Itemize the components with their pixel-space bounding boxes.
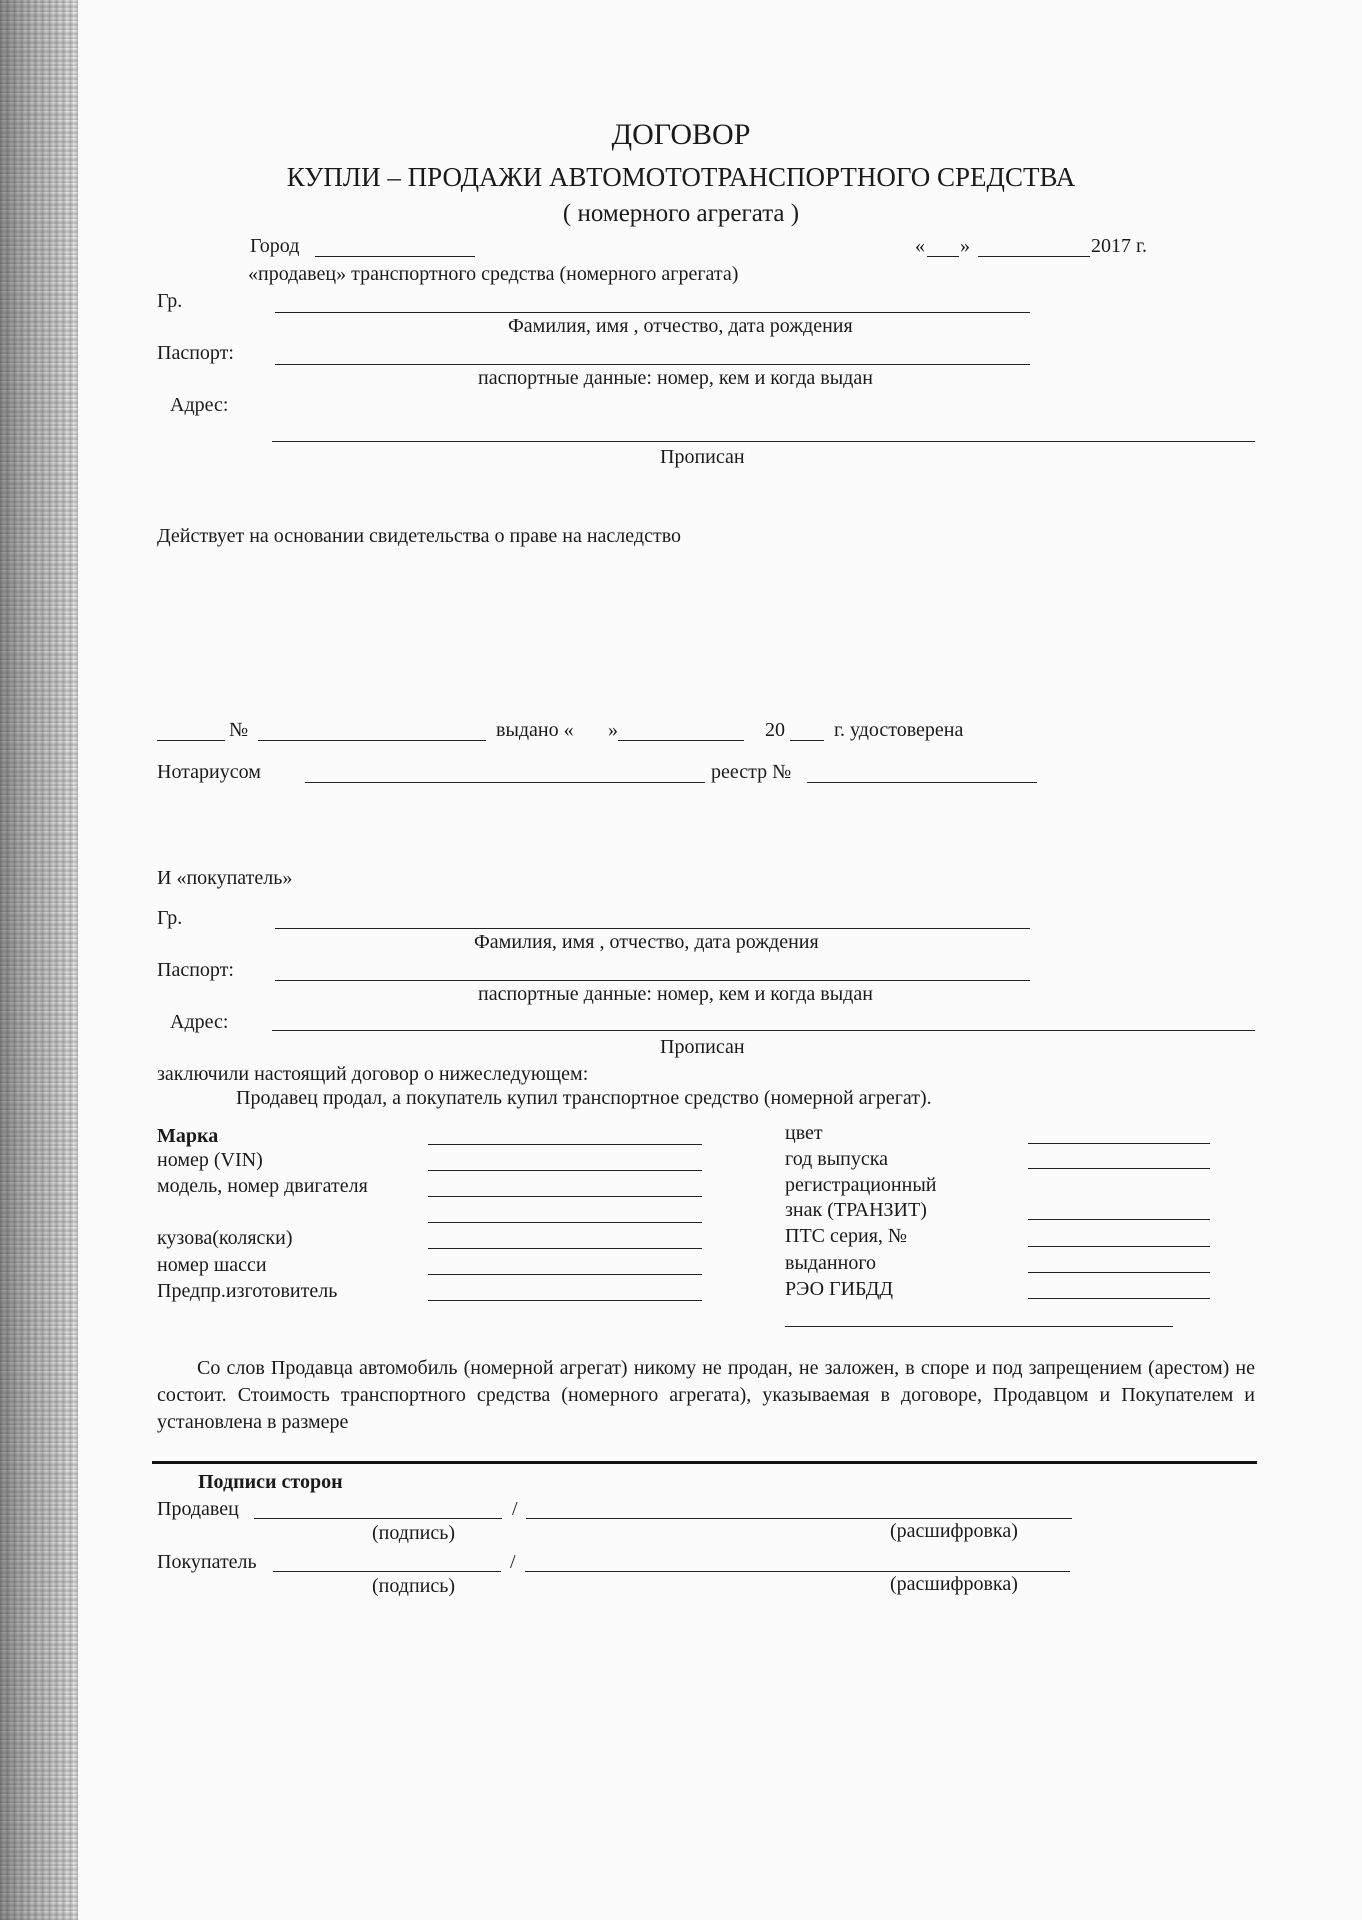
seller-signature-label: Продавец — [157, 1498, 239, 1520]
buyer-decoding-caption: (расшифровка) — [890, 1573, 1018, 1595]
vehicle-body-label: кузова(коляски) — [157, 1227, 293, 1249]
date-day-line[interactable] — [927, 256, 959, 257]
vehicle-issued-label: выданного — [785, 1252, 877, 1274]
buyer-address-label: Адрес: — [170, 1011, 229, 1033]
vehicle-vin-line[interactable] — [428, 1170, 702, 1171]
buyer-passport-label: Паспорт: — [157, 959, 234, 981]
seller-address-caption: Прописан — [660, 446, 745, 468]
seller-citizen-line[interactable] — [275, 312, 1030, 313]
vehicle-make-label: Марка — [157, 1125, 219, 1147]
buyer-address-caption: Прописан — [660, 1036, 745, 1058]
certificate-issued-month-line[interactable] — [618, 740, 744, 741]
registry-label: реестр № — [711, 761, 792, 783]
scan-edge-artifact — [0, 0, 78, 1920]
certificate-number-sign: № — [229, 719, 249, 741]
buyer-signature-slash: / — [510, 1551, 516, 1573]
registry-line[interactable] — [807, 782, 1037, 783]
seller-signature-line[interactable] — [254, 1518, 502, 1519]
seller-passport-caption: паспортные данные: номер, кем и когда выдан — [478, 367, 873, 389]
vehicle-color-label: цвет — [785, 1122, 823, 1144]
vehicle-chassis-label: номер шасси — [157, 1254, 267, 1276]
document-subtitle: КУПЛИ – ПРОДАЖИ АВТОМОТОТРАНСПОРТНОГО СРЕДСТВА — [286, 162, 1076, 192]
city-line[interactable] — [315, 256, 475, 257]
vehicle-color-line[interactable] — [1028, 1143, 1210, 1144]
certificate-year-line[interactable] — [790, 740, 824, 741]
date-quote-close: » — [960, 235, 970, 257]
date-year: 2017 г. — [1091, 235, 1147, 257]
certificate-issued-close: » — [608, 719, 618, 741]
seller-address-line[interactable] — [272, 441, 1255, 442]
vehicle-body-line[interactable] — [428, 1248, 702, 1249]
signature-divider — [152, 1461, 1257, 1464]
document-title: ДОГОВОР — [611, 118, 751, 151]
seller-signature-slash: / — [512, 1498, 518, 1520]
date-quote-open: « — [915, 235, 925, 257]
agreement-sold: Продавец продал, а покупатель купил транспортное средство (номерной агрегат). — [236, 1087, 932, 1109]
vehicle-year-label: год выпуска — [785, 1148, 889, 1170]
vehicle-pts-label: ПТС серия, № — [785, 1225, 907, 1247]
buyer-signature-label: Покупатель — [157, 1551, 257, 1573]
seller-signature-caption: (подпись) — [372, 1522, 456, 1544]
document-subtitle-2: ( номерного агрегата ) — [562, 200, 800, 227]
vehicle-year-line[interactable] — [1028, 1168, 1210, 1169]
buyer-passport-line[interactable] — [275, 980, 1030, 981]
certificate-number-line[interactable] — [258, 740, 486, 741]
vehicle-registration-label: регистрационный — [785, 1174, 937, 1196]
vehicle-reo-label: РЭО ГИБДД — [785, 1278, 894, 1300]
buyer-address-line[interactable] — [272, 1030, 1255, 1031]
seller-intro: «продавец» транспортного средства (номерного агрегата) — [248, 263, 739, 285]
buyer-citizen-caption: Фамилия, имя , отчество, дата рождения — [474, 931, 819, 953]
statement-paragraph: Со слов Продавца автомобиль (номерной агрегат) никому не продан, не заложен, в споре и под запрещением (арестом) не состоит. Стоимость транспортного средства (номерного агрегата), указываемая в договоре, Продавцом и Покупателем и установлена в размере — [157, 1357, 1255, 1433]
signatures-heading: Подписи сторон — [198, 1471, 343, 1493]
buyer-passport-caption: паспортные данные: номер, кем и когда выдан — [478, 983, 873, 1005]
seller-decoding-caption: (расшифровка) — [890, 1520, 1018, 1542]
seller-citizen-caption: Фамилия, имя , отчество, дата рождения — [508, 315, 853, 337]
vehicle-chassis-line[interactable] — [428, 1274, 702, 1275]
vehicle-reo-line[interactable] — [1028, 1298, 1210, 1299]
buyer-citizen-line[interactable] — [275, 928, 1030, 929]
notary-line[interactable] — [305, 782, 705, 783]
vehicle-issued-line[interactable] — [1028, 1272, 1210, 1273]
vehicle-manufacturer-label: Предпр.изготовитель — [157, 1280, 338, 1302]
vehicle-vin-label: номер (VIN) — [157, 1149, 263, 1171]
vehicle-reo-line-2[interactable] — [785, 1326, 1173, 1327]
vehicle-make-line[interactable] — [428, 1144, 702, 1145]
vehicle-model-engine-label: модель, номер двигателя — [157, 1175, 368, 1197]
vehicle-manufacturer-line[interactable] — [428, 1300, 702, 1301]
vehicle-model-engine-line[interactable] — [428, 1196, 702, 1197]
certificate-year-prefix: 20 — [765, 719, 785, 741]
date-month-line[interactable] — [978, 256, 1090, 257]
buyer-signature-line[interactable] — [273, 1571, 501, 1572]
buyer-intro: И «покупатель» — [157, 867, 293, 889]
vehicle-model-engine-line-2[interactable] — [428, 1222, 702, 1223]
buyer-citizen-label: Гр. — [157, 907, 183, 929]
seller-citizen-label: Гр. — [157, 290, 183, 312]
seller-passport-label: Паспорт: — [157, 342, 234, 364]
vehicle-registration-label-2: знак (ТРАНЗИТ) — [785, 1199, 927, 1221]
notary-label: Нотариусом — [157, 761, 261, 783]
certificate-certified: г. удостоверена — [834, 719, 964, 741]
vehicle-pts-line[interactable] — [1028, 1246, 1210, 1247]
agreement-concluded: заключили настоящий договор о нижеследующем: — [157, 1063, 589, 1085]
seller-passport-line[interactable] — [275, 364, 1030, 365]
seller-address-label: Адрес: — [170, 394, 229, 416]
certificate-issued: выдано « — [496, 719, 574, 741]
city-label: Город — [250, 235, 300, 257]
certificate-series-line[interactable] — [157, 740, 225, 741]
buyer-signature-caption: (подпись) — [372, 1575, 456, 1597]
vehicle-registration-line[interactable] — [1028, 1219, 1210, 1220]
seller-basis: Действует на основании свидетельства о праве на наследство — [157, 525, 682, 547]
